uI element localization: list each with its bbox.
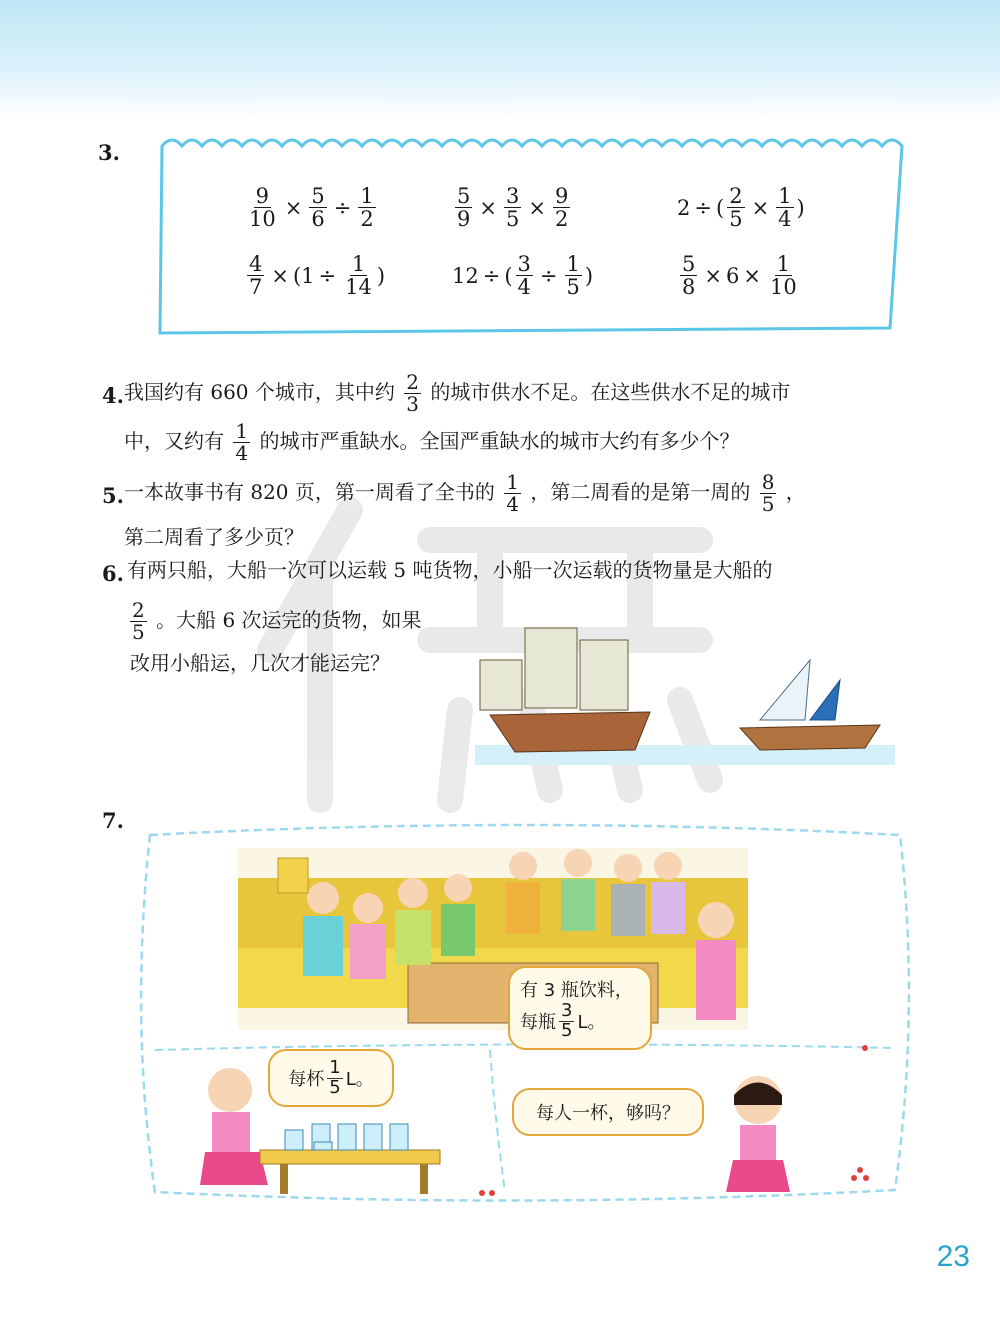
operator: × — [271, 263, 289, 288]
page-number: 23 — [936, 1240, 970, 1273]
q6-line3: 改用小船运，几次才能运完？ — [130, 651, 390, 675]
operator: × — [704, 263, 722, 288]
big-boat — [480, 628, 650, 752]
operator: ÷ — [318, 263, 337, 288]
fraction: $\frac{1}{10}$ — [769, 252, 797, 300]
fraction: $\frac{2}{5}$ — [729, 184, 743, 232]
living-room-scene — [238, 848, 748, 1030]
q7-number: 7. — [102, 808, 124, 833]
term: ( — [715, 195, 725, 220]
q3-number: 3. — [98, 140, 120, 165]
q3-expression-3 — [677, 185, 805, 230]
fraction: $\frac{9}{10}$ — [249, 184, 276, 232]
fraction: $\frac{3}{5}$ — [505, 184, 520, 232]
q3-frame — [150, 128, 910, 340]
operator: × — [528, 195, 546, 220]
operator: × — [751, 195, 770, 220]
term: (1 — [292, 263, 315, 288]
term: ) — [376, 263, 386, 288]
fraction: $\frac{3}{4}$ — [517, 252, 531, 300]
q4-number: 4. — [102, 383, 124, 408]
operator: ÷ — [333, 195, 352, 220]
bubble2-frac: $\frac{1}{5}$ — [329, 1056, 341, 1098]
top-band — [0, 0, 1000, 120]
fraction: $\frac{5}{9}$ — [457, 184, 471, 232]
q5-line1: 一本故事书有 820 页，第一周看了全书的 $\frac{1}{4}$ ，第二周看的是第一周的 $\frac{8}{5}$ ， — [124, 470, 806, 516]
fraction: $\frac{1}{5}$ — [566, 252, 580, 300]
term: ( — [504, 263, 513, 288]
q3-expression-2 — [452, 185, 573, 230]
bubble1-frac: $\frac{3}{5}$ — [561, 999, 573, 1041]
q4-line1: 我国约有 660 个城市，其中约 $\frac{2}{3}$ 的城市供水不足。在这些供水不足的城市 — [124, 370, 791, 416]
q6-number: 6. — [102, 561, 124, 586]
term: 6 — [725, 263, 740, 288]
speech-bubble-question: 每人一杯，够吗？ — [512, 1088, 704, 1136]
speech-bubble-drinks: 有 3 瓶饮料， 每瓶 $\frac{3}{5}$ L。 — [508, 966, 652, 1050]
term: 12 — [452, 263, 479, 288]
fraction: $\frac{5}{6}$ — [311, 184, 325, 232]
operator: ÷ — [694, 195, 712, 220]
q6-frac1: $\frac{2}{5}$ — [132, 598, 145, 644]
q4-frac1: $\frac{2}{3}$ — [406, 370, 419, 416]
speech-bubble-cup: 每杯 $\frac{1}{5}$ L。 — [268, 1049, 394, 1107]
q4-frac2: $\frac{1}{4}$ — [235, 419, 249, 465]
operator: ÷ — [482, 263, 501, 288]
operator: × — [284, 195, 303, 220]
fraction: $\frac{1}{4}$ — [778, 184, 792, 232]
decor-dots — [470, 1040, 890, 1200]
fraction: $\frac{1}{14}$ — [345, 252, 372, 300]
q5-line2: 第二周看了多少页？ — [124, 525, 304, 549]
term: ) — [796, 195, 805, 220]
term: ) — [584, 263, 594, 288]
q3-expression-4 — [244, 253, 385, 298]
operator: × — [743, 263, 761, 288]
fraction: $\frac{4}{7}$ — [249, 252, 263, 300]
q5-frac1: $\frac{1}{4}$ — [506, 470, 519, 516]
operator: × — [479, 195, 497, 220]
q5-number: 5. — [102, 483, 124, 508]
fraction: $\frac{1}{2}$ — [360, 184, 374, 232]
q5-frac2: $\frac{8}{5}$ — [761, 470, 775, 516]
boats-illustration — [470, 620, 900, 770]
q3-expression-1 — [244, 185, 379, 230]
q3-expression-6 — [677, 253, 802, 298]
term: 2 — [677, 195, 691, 220]
q3-expression-5 — [452, 253, 593, 298]
q4-line2: 中，又约有 $\frac{1}{4}$ 的城市严重缺水。全国严重缺水的城市大约有多少个？ — [124, 419, 740, 465]
q6-line1: 有两只船，大船一次可以运载 5 吨货物，小船一次运载的货物量是大船的 — [127, 558, 773, 582]
fraction: $\frac{5}{8}$ — [682, 252, 696, 300]
q6-line2: $\frac{2}{5}$ 。大船 6 次运完的货物，如果 — [132, 598, 422, 644]
small-boat — [740, 660, 880, 750]
operator: ÷ — [539, 263, 558, 288]
fraction: $\frac{9}{2}$ — [554, 184, 569, 232]
